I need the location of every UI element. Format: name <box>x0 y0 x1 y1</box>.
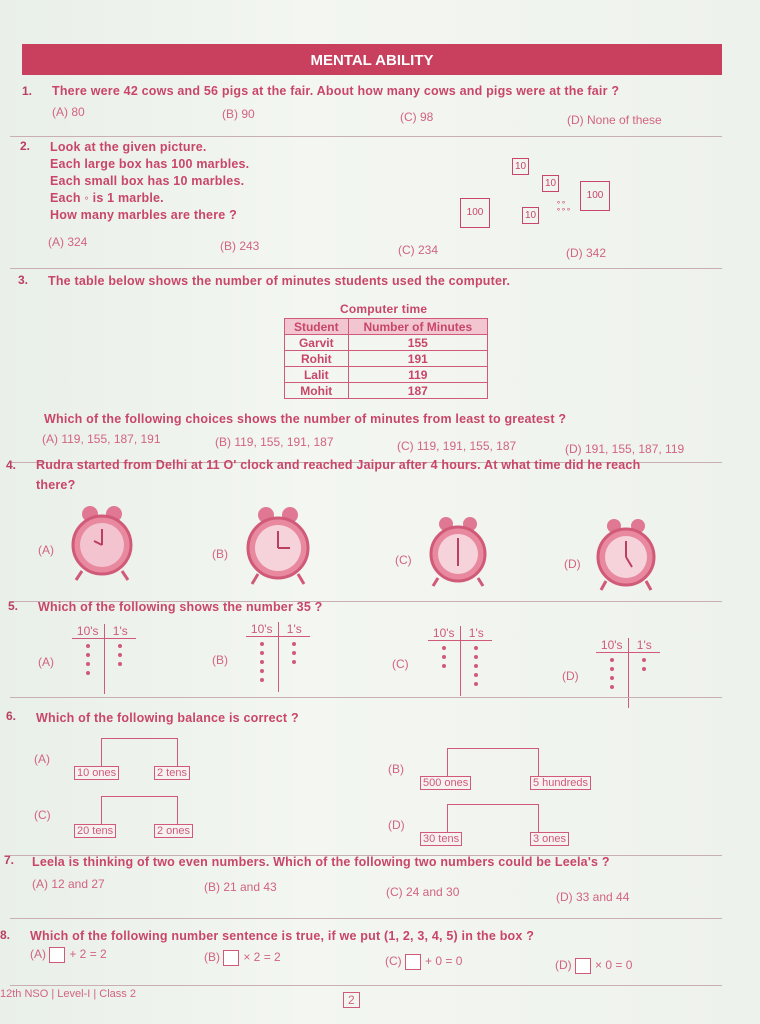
tens-header: 10's <box>246 622 279 636</box>
tens-column <box>246 637 279 692</box>
section-header: MENTAL ABILITY <box>22 44 722 75</box>
q4-option-d: (D) <box>564 557 581 571</box>
counter-dot <box>474 673 478 677</box>
q3-text: The table below shows the number of minutes students used the computer. <box>48 274 511 288</box>
q8-option-a <box>30 947 107 963</box>
counter-dot <box>474 655 478 659</box>
q2-option-b: (B) 243 <box>220 239 260 253</box>
option-label: (A) <box>30 947 46 962</box>
divider <box>10 268 722 269</box>
counter-dot <box>86 671 90 675</box>
q2-option-a: (A) 324 <box>48 235 88 249</box>
q7-number: 7. <box>4 853 15 867</box>
q2-option-d: (D) 342 <box>566 246 607 260</box>
counter-dot <box>442 664 446 668</box>
q8-option-d <box>555 958 632 974</box>
counter-dot <box>260 651 264 655</box>
q3-option-c: (C) 119, 191, 155, 187 <box>397 439 517 453</box>
q6-number: 6. <box>6 709 17 723</box>
q2-line: Look at the given picture. <box>50 140 207 154</box>
counter-dot <box>442 646 446 650</box>
q5-option-label: (D) <box>562 669 579 683</box>
q8-text: Which of the following number sentence is true, if we put (1, 2, 3, 4, 5) in the box ? <box>30 929 535 943</box>
alarm-clock-icon <box>596 518 656 592</box>
q1-option-a: (A) 80 <box>52 105 85 119</box>
counter-dot <box>474 682 478 686</box>
counter-dot <box>642 658 646 662</box>
q5-text: Which of the following shows the number 35 ? <box>38 600 323 614</box>
option-expression: + 0 = 0 <box>425 954 463 969</box>
q4-option-b: (B) <box>212 547 228 561</box>
counter-dot <box>86 662 90 666</box>
counter-dot <box>292 660 296 664</box>
counter-dot <box>610 667 614 671</box>
small-box-10: 10 <box>512 158 529 175</box>
q3-option-b: (B) 119, 155, 191, 187 <box>215 435 334 449</box>
alarm-clock-icon <box>70 505 134 583</box>
ones-header: 1's <box>468 626 484 640</box>
option-expression: × 2 = 2 <box>243 950 281 965</box>
ones-header: 1's <box>636 638 652 652</box>
tens-column <box>428 641 461 696</box>
answer-box <box>405 954 421 970</box>
counter-dot <box>260 669 264 673</box>
q5-option-label: (B) <box>212 653 228 667</box>
right-pan-label: 5 hundreds <box>530 776 591 790</box>
counter-dot <box>474 646 478 650</box>
counter-dot <box>86 644 90 648</box>
right-pan-label: 3 ones <box>530 832 569 846</box>
computer-time-table <box>284 318 488 399</box>
left-pan-label: 20 tens <box>74 824 116 838</box>
cell: 187 <box>348 383 487 399</box>
q4-number: 4. <box>6 458 17 472</box>
q6-option-label: (A) <box>34 752 50 766</box>
q6-option-label: (D) <box>388 818 405 832</box>
counter-dot <box>260 642 264 646</box>
counter-dot <box>474 664 478 668</box>
counter-dot <box>442 655 446 659</box>
counter-dot <box>610 685 614 689</box>
q1-option-b: (B) 90 <box>222 107 255 121</box>
q2-number: 2. <box>20 139 31 153</box>
q6-option-label: (C) <box>34 808 51 822</box>
place-value-chart <box>72 624 136 694</box>
ones-header: 1's <box>286 622 302 636</box>
q8-number: 8. <box>0 928 11 942</box>
q1-text: There were 42 cows and 56 pigs at the fair. About how many cows and pigs were at the fair ? <box>52 84 620 98</box>
q7-option-b: (B) 21 and 43 <box>204 880 277 894</box>
q3-question: Which of the following choices shows the number of minutes from least to greatest ? <box>44 412 567 426</box>
q3-number: 3. <box>18 273 29 287</box>
q7-option-a: (A) 12 and 27 <box>32 877 105 891</box>
right-pan-label: 2 tens <box>154 766 190 780</box>
option-expression: × 0 = 0 <box>595 958 633 973</box>
balance-beam <box>447 804 539 833</box>
table-row <box>285 351 488 367</box>
small-box-10: 10 <box>542 175 559 192</box>
ones-column <box>279 637 311 692</box>
alarm-clock-icon <box>246 506 310 586</box>
q7-option-c: (C) 24 and 30 <box>386 885 460 899</box>
q8-option-c <box>385 954 462 970</box>
option-label: (D) <box>555 958 572 973</box>
tens-header: 10's <box>428 626 461 640</box>
place-value-chart <box>428 626 492 696</box>
tens-header: 10's <box>596 638 629 652</box>
cell: 119 <box>348 367 487 383</box>
tens-column <box>596 653 629 708</box>
large-box-100: 100 <box>460 198 490 228</box>
q4-text: Rudra started from Delhi at 11 O' clock and reached Jaipur after 4 hours. At what time did he reach <box>36 458 641 472</box>
divider <box>10 985 722 986</box>
q6-text: Which of the following balance is correct ? <box>36 711 299 725</box>
left-pan-label: 30 tens <box>420 832 462 846</box>
counter-dot <box>292 642 296 646</box>
q5-option-label: (A) <box>38 655 54 669</box>
q4-text-cont: there? <box>36 478 76 492</box>
q3-option-a: (A) 119, 155, 187, 191 <box>42 432 161 446</box>
q2-option-c: (C) 234 <box>398 243 439 257</box>
q5-number: 5. <box>8 599 19 613</box>
tens-header: 10's <box>72 624 105 638</box>
q3-option-d: (D) 191, 155, 187, 119 <box>565 442 685 456</box>
marbles-icon: ∘∘ ∘∘∘ <box>556 198 572 214</box>
q7-option-d: (D) 33 and 44 <box>556 890 630 904</box>
left-pan-label: 500 ones <box>420 776 471 790</box>
q1-number: 1. <box>22 84 33 98</box>
table-caption: Computer time <box>340 302 428 316</box>
counter-dot <box>260 660 264 664</box>
ones-column <box>629 653 661 708</box>
q2-line: Each ◦ is 1 marble. <box>50 191 164 205</box>
ones-column <box>461 641 493 696</box>
table-row <box>285 335 488 351</box>
q5-option-label: (C) <box>392 657 409 671</box>
small-box-10: 10 <box>522 207 539 224</box>
counter-dot <box>292 651 296 655</box>
cell: 191 <box>348 351 487 367</box>
answer-box <box>49 947 65 963</box>
table-row <box>285 367 488 383</box>
place-value-chart <box>246 622 310 692</box>
footer-label: 12th NSO | Level-I | Class 2 <box>0 988 136 1000</box>
counter-dot <box>118 662 122 666</box>
counter-dot <box>610 676 614 680</box>
counter-dot <box>118 644 122 648</box>
divider <box>10 697 722 698</box>
q2-line: How many marbles are there ? <box>50 208 237 222</box>
q8-option-b <box>204 950 281 966</box>
answer-box <box>575 958 591 974</box>
answer-box <box>223 950 239 966</box>
alarm-clock-icon <box>428 516 488 588</box>
cell: Lalit <box>285 367 349 383</box>
counter-dot <box>610 658 614 662</box>
large-box-100: 100 <box>580 181 610 211</box>
cell: Mohit <box>285 383 349 399</box>
option-label: (B) <box>204 950 220 965</box>
q1-option-c: (C) 98 <box>400 110 434 124</box>
q4-option-a: (A) <box>38 543 54 557</box>
right-pan-label: 2 ones <box>154 824 193 838</box>
q2-line: Each large box has 100 marbles. <box>50 157 250 171</box>
counter-dot <box>260 678 264 682</box>
counter-dot <box>642 667 646 671</box>
option-label: (C) <box>385 954 402 969</box>
q1-option-d: (D) None of these <box>567 113 662 127</box>
table-row <box>285 383 488 399</box>
q7-text: Leela is thinking of two even numbers. Which of the following two numbers could be Leela's ? <box>32 855 610 869</box>
cell: Garvit <box>285 335 349 351</box>
balance-beam <box>447 748 539 777</box>
balance-beam <box>101 796 178 825</box>
tens-column <box>72 639 105 694</box>
counter-dot <box>118 653 122 657</box>
ones-column <box>105 639 137 694</box>
q6-option-label: (B) <box>388 762 404 776</box>
q4-option-c: (C) <box>395 553 412 567</box>
counter-dot <box>86 653 90 657</box>
column-header: Student <box>285 319 349 335</box>
option-expression: + 2 = 2 <box>69 947 107 962</box>
balance-beam <box>101 738 178 767</box>
q2-line: Each small box has 10 marbles. <box>50 174 245 188</box>
page-number: 2 <box>343 992 360 1008</box>
ones-header: 1's <box>112 624 128 638</box>
cell: 155 <box>348 335 487 351</box>
cell: Rohit <box>285 351 349 367</box>
divider <box>10 918 722 919</box>
divider <box>10 136 722 137</box>
column-header: Number of Minutes <box>348 319 487 335</box>
left-pan-label: 10 ones <box>74 766 119 780</box>
